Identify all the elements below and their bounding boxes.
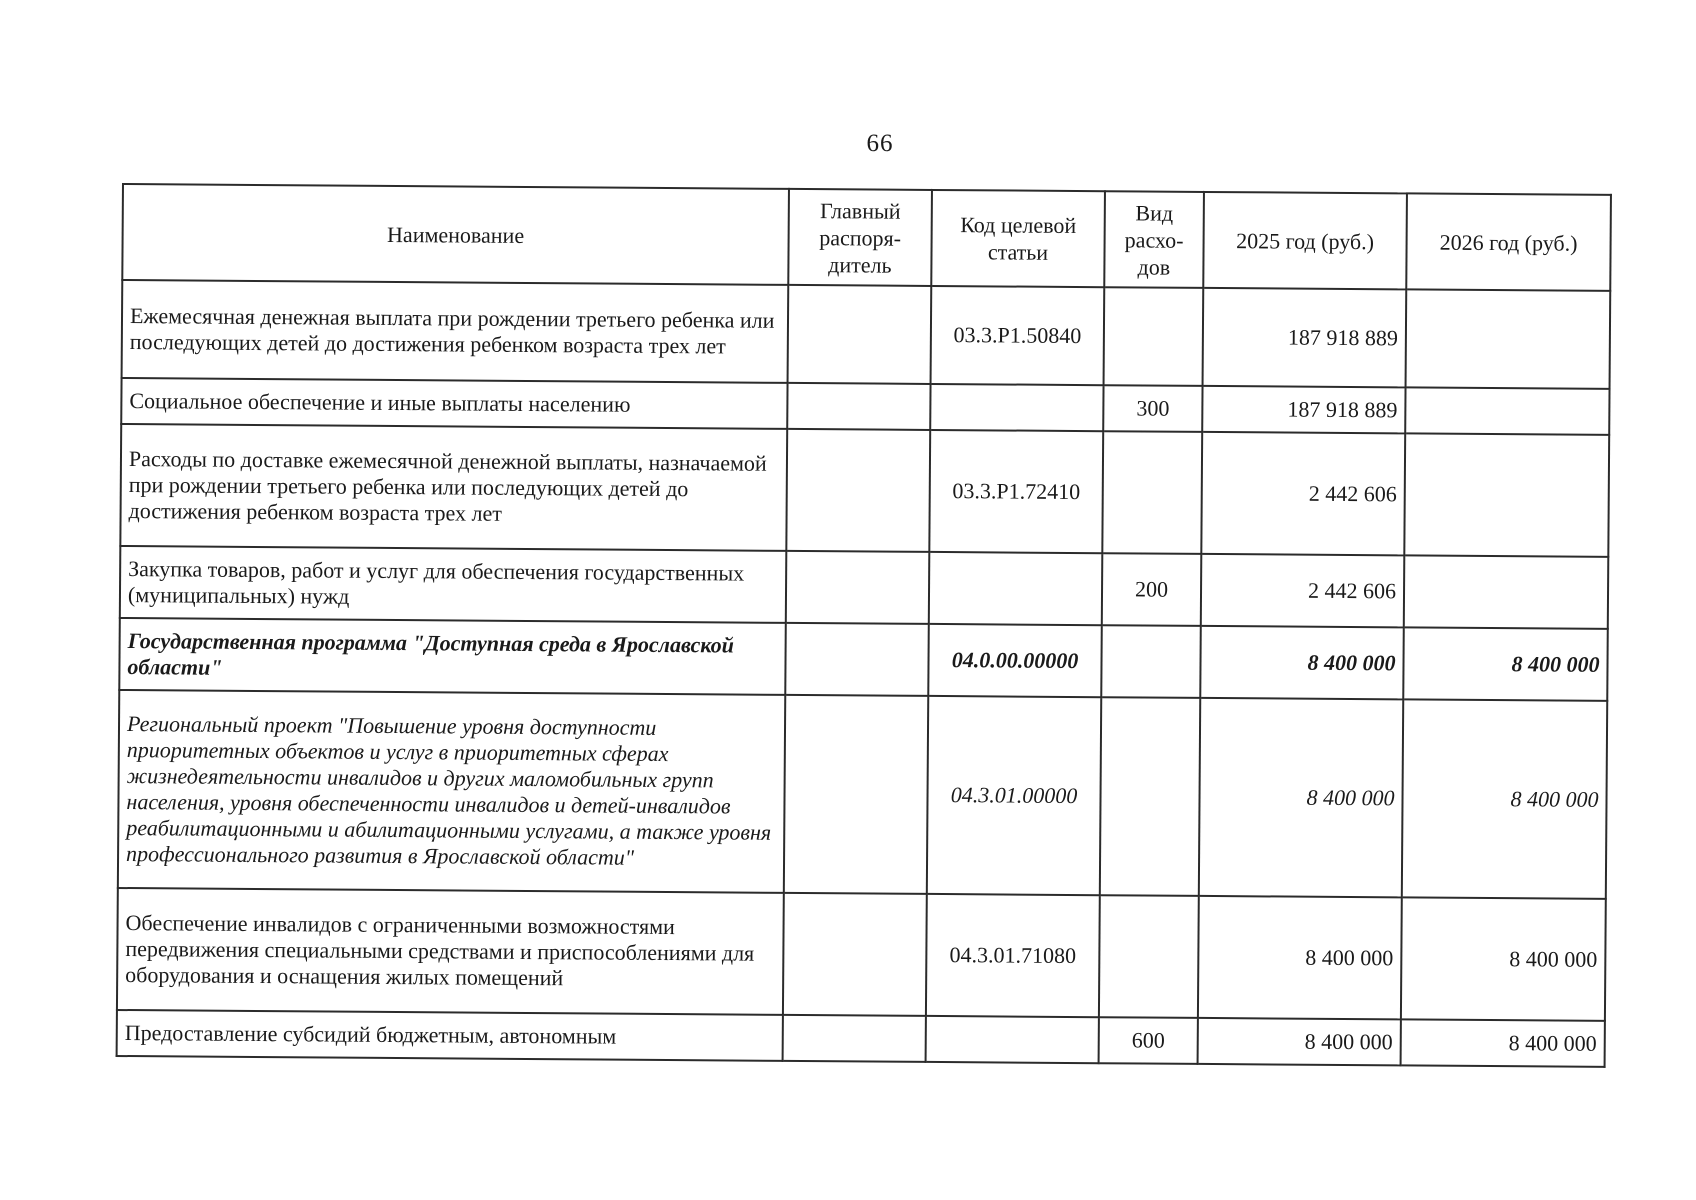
table-row: [117, 1010, 1605, 1067]
row-name: Обеспечение инвалидов с ограниченными возможностями передвижения специальными средствами и приспособлениями для оборудования и оснащения жилых помещений: [117, 888, 784, 1015]
row-amount-2025: 8 400 000: [1200, 626, 1404, 699]
row-expense-type: [1104, 287, 1204, 386]
row-manager: [786, 551, 930, 624]
table-row: [122, 280, 1611, 389]
row-expense-type: [1100, 697, 1200, 896]
row-manager: [784, 695, 928, 894]
header-2025: 2025 год (руб.): [1203, 192, 1407, 289]
row-manager: [786, 429, 930, 552]
document-sheet: [116, 183, 1610, 1068]
row-amount-2026: [1406, 289, 1611, 388]
row-name: Закупка товаров, работ и услуг для обеспечения государственных (муниципальных) нужд: [120, 546, 787, 623]
table-row: [120, 546, 1608, 629]
row-code: 03.3.Р1.72410: [929, 430, 1103, 553]
table-header-row: [122, 184, 1611, 291]
table-row-program: [119, 618, 1607, 701]
row-name: Социальное обеспечение и иные выплаты населению: [121, 378, 787, 429]
row-code: [926, 1016, 1099, 1063]
row-name: Региональный проект "Повышение уровня доступности приоритетных объектов и услуг в приоритетных сферах жизнедеятельности инвалидов и других маломобильных групп населения, уровня обеспеченности инвалидов и детей-инвалидов реабилитационными и абилитационными услугами, а также уровня профессионального развития в Ярославской области": [118, 690, 785, 893]
header-name: Наименование: [122, 184, 789, 285]
row-code: [929, 552, 1103, 625]
row-code: 04.3.01.00000: [927, 696, 1101, 895]
row-expense-type: 200: [1102, 553, 1202, 626]
row-amount-2025: 187 918 889: [1203, 288, 1407, 387]
header-manager: Главный распоря- дитель: [788, 189, 932, 286]
row-expense-type: [1102, 431, 1202, 554]
row-name: Расходы по доставке ежемесячной денежной выплаты, назначаемой при рождении третьего ребенка или последующих детей до достижения ребенком возраста трех лет: [120, 424, 787, 551]
row-amount-2026: [1404, 433, 1609, 556]
row-manager: [785, 623, 929, 696]
header-code: Код целевой статьи: [931, 190, 1105, 287]
row-amount-2025: 2 442 606: [1201, 554, 1405, 627]
row-code: [930, 384, 1103, 431]
table-row: [120, 424, 1609, 557]
row-name: Государственная программа "Доступная среда в Ярославской области": [119, 618, 786, 695]
row-manager: [783, 893, 927, 1016]
budget-table: [116, 183, 1612, 1068]
header-expense-type: Вид расхо- дов: [1104, 191, 1204, 288]
row-amount-2026: 8 400 000: [1401, 1019, 1605, 1066]
row-expense-type: [1101, 625, 1201, 698]
row-amount-2026: [1404, 555, 1609, 628]
row-code: 04.0.00.00000: [928, 624, 1102, 697]
page-number: 66: [866, 130, 894, 157]
table-row: [117, 888, 1606, 1021]
row-amount-2026: 8 400 000: [1401, 897, 1606, 1020]
header-2026: 2026 год (руб.): [1406, 193, 1611, 290]
row-amount-2025: 8 400 000: [1198, 896, 1402, 1019]
row-amount-2025: 187 918 889: [1202, 386, 1405, 433]
row-name: Предоставление субсидий бюджетным, автономным: [117, 1010, 783, 1061]
row-expense-type: 300: [1103, 385, 1202, 432]
row-amount-2026: 8 400 000: [1402, 699, 1607, 898]
row-manager: [783, 1015, 926, 1062]
row-amount-2026: [1405, 387, 1609, 434]
row-amount-2025: 8 400 000: [1198, 1018, 1401, 1065]
row-amount-2025: 8 400 000: [1199, 698, 1403, 897]
row-amount-2026: 8 400 000: [1403, 627, 1608, 700]
row-manager: [787, 383, 930, 430]
row-amount-2025: 2 442 606: [1201, 432, 1405, 555]
row-expense-type: [1099, 895, 1199, 1018]
row-code: 03.3.Р1.50840: [931, 286, 1105, 385]
row-name: Ежемесячная денежная выплата при рождении третьего ребенка или последующих детей до достижения ребенком возраста трех лет: [122, 280, 789, 383]
row-expense-type: 600: [1099, 1017, 1198, 1064]
row-code: 04.3.01.71080: [926, 894, 1100, 1017]
table-row-project: [118, 690, 1607, 899]
row-manager: [788, 285, 932, 384]
